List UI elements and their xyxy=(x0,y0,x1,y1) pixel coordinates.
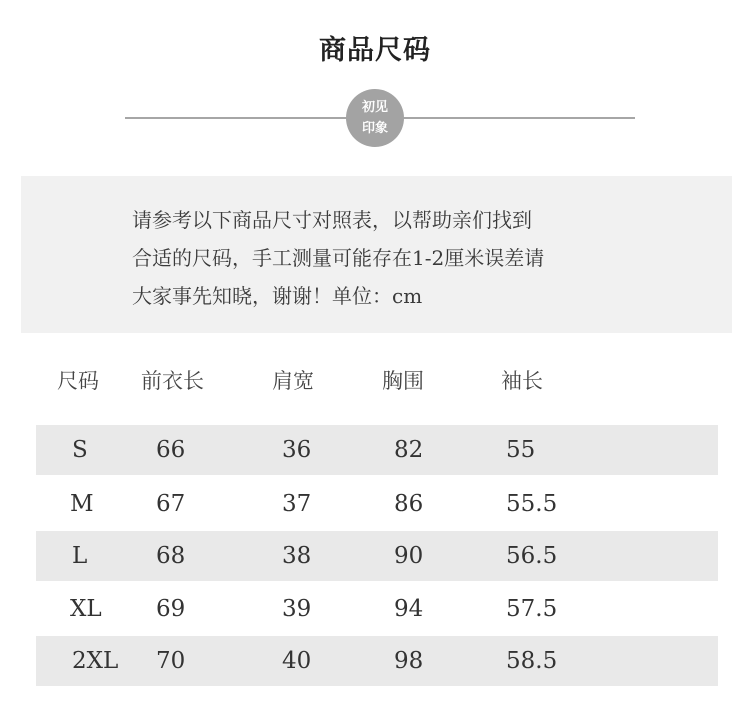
cell-chest: 82 xyxy=(394,437,424,463)
table-row xyxy=(36,636,718,686)
cell-sleeve: 55.5 xyxy=(506,491,558,517)
cell-size: 2XL xyxy=(72,648,119,674)
cell-chest: 98 xyxy=(394,648,424,674)
cell-length: 66 xyxy=(156,437,186,463)
badge-line-2: 印象 xyxy=(361,121,388,136)
cell-length: 69 xyxy=(156,596,186,622)
cell-length: 67 xyxy=(156,491,186,517)
table-row xyxy=(36,584,718,634)
header-chest: 胸围 xyxy=(382,369,424,393)
table-header xyxy=(36,356,718,406)
size-note xyxy=(21,176,732,333)
cell-size: XL xyxy=(70,596,102,622)
table-row xyxy=(36,479,718,529)
cell-sleeve: 55 xyxy=(506,437,536,463)
cell-sleeve: 58.5 xyxy=(506,648,558,674)
brand-badge xyxy=(346,89,404,147)
cell-length: 68 xyxy=(156,543,186,569)
cell-shoulder: 39 xyxy=(282,596,312,622)
note-line: 合适的尺码，手工测量可能存在1-2厘米误差请 xyxy=(132,246,545,270)
badge-line-1: 初见 xyxy=(361,100,388,115)
header-size: 尺码 xyxy=(57,369,99,393)
cell-chest: 94 xyxy=(394,596,424,622)
header-shoulder: 肩宽 xyxy=(272,369,314,393)
cell-sleeve: 57.5 xyxy=(506,596,558,622)
table-row xyxy=(36,425,718,475)
table-row xyxy=(36,531,718,581)
header-sleeve: 袖长 xyxy=(501,369,543,393)
cell-length: 70 xyxy=(156,648,186,674)
note-line: 请参考以下商品尺寸对照表，以帮助亲们找到 xyxy=(132,208,532,232)
header-length: 前衣长 xyxy=(141,369,204,393)
page-title: 商品尺码 xyxy=(319,35,431,66)
cell-chest: 90 xyxy=(394,543,424,569)
cell-size: M xyxy=(70,491,94,517)
cell-sleeve: 56.5 xyxy=(506,543,558,569)
cell-shoulder: 37 xyxy=(282,491,312,517)
cell-shoulder: 38 xyxy=(282,543,312,569)
note-line: 大家事先知晓，谢谢！单位：cm xyxy=(132,284,423,308)
cell-shoulder: 40 xyxy=(282,648,312,674)
cell-chest: 86 xyxy=(394,491,424,517)
cell-shoulder: 36 xyxy=(282,437,312,463)
cell-size: L xyxy=(72,543,88,569)
size-note-text xyxy=(132,201,672,315)
cell-size: S xyxy=(72,437,88,463)
